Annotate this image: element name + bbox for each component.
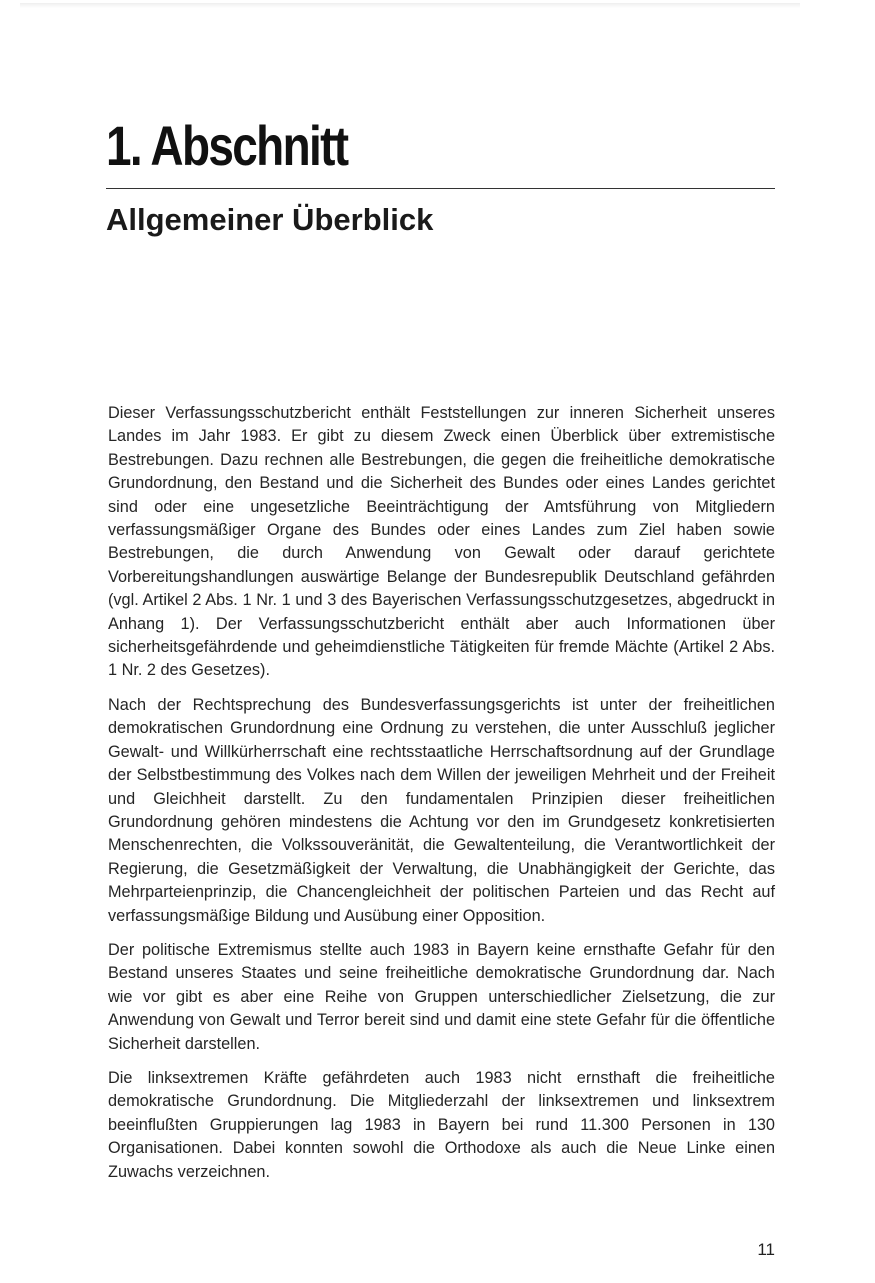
title-rule [106, 188, 775, 189]
scan-edge [20, 3, 800, 8]
paragraph: Der politische Extremismus stellte auch 1983 in Bayern keine ernsthafte Gefahr für den Bestand unseres Staates und seine freiheitliche demokratische Grundordnung dar. Nach wie vor gibt es aber eine Reihe von Gruppen unterschiedlicher Zielsetzung, die zur Anwendung von Gewalt und Terror bereit sind und damit eine stete Gefahr für die öffentliche Sicherheit darstellen. [108, 940, 775, 1053]
paragraph: Dieser Verfassungsschutzbericht enthält Feststellungen zur inneren Sicherheit unseres Landes im Jahr 1983. Er gibt zu diesem Zweck einen Überblick über extremistische Bestrebungen. Dazu rechnen alle Bestrebungen, die gegen die freiheitliche demokratische Grundordnung, den Bestand und die Sicherheit des Bundes oder eines Landes gerichtet sind oder eine ungesetzliche Beeinträchtigung der Amtsführung von Mitgliedern verfassungsmäßiger Organe des Bundes oder eines Landes zum Ziel haben sowie Bestrebungen, die durch Anwendung von Gewalt oder darauf gerichtete Vorbereitungshandlungen auswärtige Belange der Bundesrepublik Deutschland gefährden (vgl. Artikel 2 Abs. 1 Nr. 1 und 3 des Bayerischen Verfassungsschutzgesetzes, abgedruckt in Anhang 1). Der Verfassungsschutzbericht enthält aber auch Informationen über sicherheitsgefährdende und geheimdienstliche Tätigkeiten für fremde Mächte (Artikel 2 Abs. 1 Nr. 2 des Gesetzes). [108, 404, 775, 680]
page-number: 11 [757, 1240, 775, 1259]
paragraph: Die linksextremen Kräfte gefährdeten auch 1983 nicht ernsthaft die freiheitliche demokratische Grundordnung. Die Mitgliederzahl der linksextremen und linksextrem beeinflußten Gruppierungen lag 1983 in Bayern bei rund 11.300 Personen in 130 Organisationen. Dabei konnten sowohl die Orthodoxe als auch die Neue Linke einen Zuwachs verzeichnen. [108, 1068, 775, 1181]
section-subtitle: Allgemeiner Überblick [106, 202, 434, 237]
body-text [108, 402, 775, 1195]
section-title: 1. Abschnitt [106, 114, 348, 177]
paragraph: Nach der Rechtsprechung des Bundesverfassungsgerichts ist unter der freiheitlichen demokratischen Grundordnung eine Ordnung zu verstehen, die unter Ausschluß jeglicher Gewalt- und Willkürherrschaft eine rechtsstaatliche Herrschaftsordnung auf der Grundlage der Selbstbestimmung des Volkes nach dem Willen der jeweiligen Mehrheit und der Freiheit und Gleichheit darstellt. Zu den fundamentalen Prinzipien dieser freiheitlichen Grundordnung gehören mindestens die Achtung vor den im Grundgesetz konkretisierten Menschenrechten, die Volkssouveränität, die Gewaltenteilung, die Verantwortlichkeit der Regierung, die Gesetzmäßigkeit der Verwaltung, die Unabhängigkeit der Gerichte, das Mehrparteienprinzip, die Chancengleichheit der politischen Parteien und das Recht auf verfassungsmäßige Bildung und Ausübung einer Opposition. [108, 695, 775, 925]
